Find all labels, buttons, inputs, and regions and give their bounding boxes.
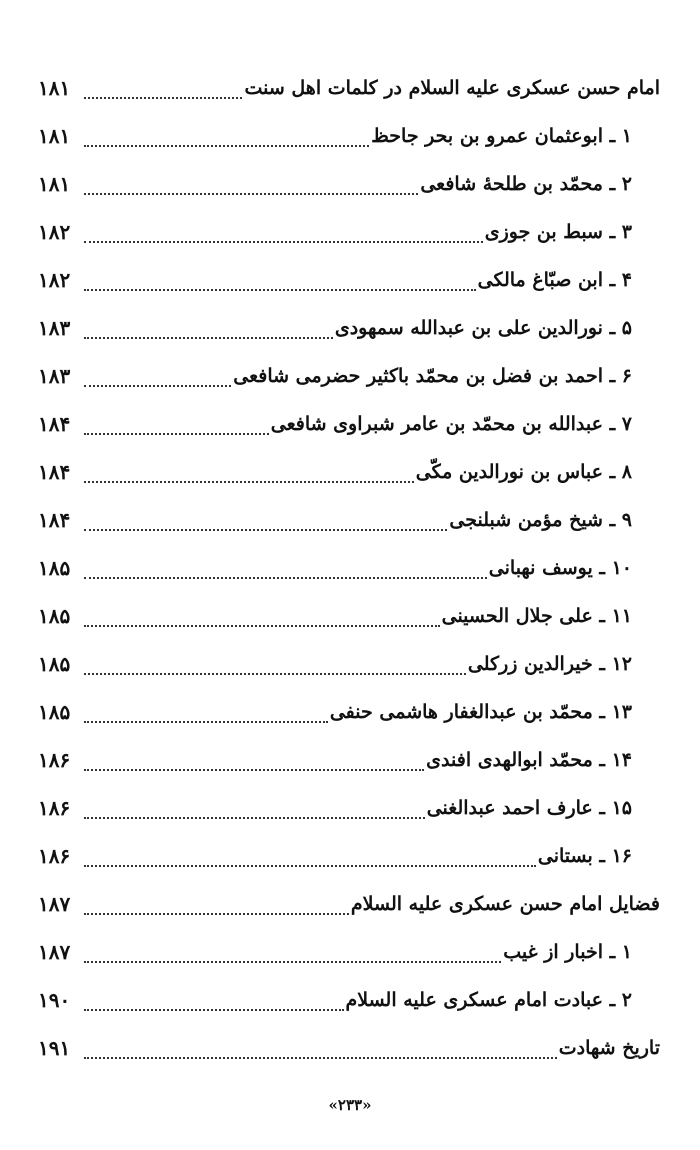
toc-page-number: ۱۸۵ (38, 652, 71, 676)
toc-row (38, 592, 660, 640)
toc-title: ۱ ـ ابوعثمان عمرو بن بحر جاحظ (371, 125, 632, 147)
toc-title: ۹ ـ شیخ مؤمن شبلنجی (449, 509, 632, 531)
dot-leader (84, 289, 476, 291)
toc-title: ۱۰ ـ یوسف نهبانی (488, 557, 632, 579)
toc-page-number: ۱۸۶ (38, 844, 71, 868)
toc-title: ۶ ـ احمد بن فضل بن محمّد باکثیر حضرمی شافعی (233, 365, 632, 387)
toc-row (38, 880, 660, 928)
toc-row (38, 160, 660, 208)
toc-title: تاریخ شهادت (558, 1037, 660, 1059)
toc-page-number: ۱۸۵ (38, 700, 71, 724)
toc-page-number: ۱۸۶ (38, 796, 71, 820)
toc-page-number: ۱۸۵ (38, 604, 71, 628)
toc-page-number: ۱۸۲ (38, 220, 71, 244)
toc-page-number: ۱۸۱ (38, 76, 71, 100)
toc-row (38, 496, 660, 544)
toc-title: ۱۴ ـ محمّد ابوالهدی افندی (426, 749, 632, 771)
dot-leader (84, 481, 414, 483)
dot-leader (84, 1009, 344, 1011)
toc-row (38, 736, 660, 784)
toc-page-number: ۱۸۴ (38, 508, 71, 532)
page-number-footer: «۲۳۳» (328, 1096, 372, 1114)
table-of-contents (38, 64, 660, 1072)
dot-leader (84, 865, 536, 867)
toc-row (38, 256, 660, 304)
dot-leader (84, 625, 440, 627)
dot-leader (84, 97, 242, 99)
toc-page-number: ۱۸۱ (38, 124, 71, 148)
toc-page-number: ۱۸۴ (38, 460, 71, 484)
dot-leader (84, 385, 231, 387)
toc-title: ۷ ـ عبدالله بن محمّد بن عامر شبراوی شافعی (270, 413, 632, 435)
toc-page-number: ۱۸۳ (38, 364, 71, 388)
toc-title: ۱۱ ـ علی جلال الحسینی (441, 605, 632, 627)
toc-page-number: ۱۸۷ (38, 892, 71, 916)
toc-page-number: ۱۸۳ (38, 316, 71, 340)
dot-leader (84, 913, 349, 915)
toc-title: ۴ ـ ابن صبّاغ مالکی (477, 269, 632, 291)
toc-row (38, 640, 660, 688)
toc-row (38, 784, 660, 832)
toc-row (38, 688, 660, 736)
toc-row (38, 448, 660, 496)
dot-leader (84, 193, 418, 195)
dot-leader (84, 721, 328, 723)
toc-row (38, 64, 660, 112)
dot-leader (84, 433, 269, 435)
toc-title: ۲ ـ محمّد بن طلحهٔ شافعی (420, 173, 632, 195)
toc-page-number: ۱۸۶ (38, 748, 71, 772)
toc-title: ۱ ـ اخبار از غیب (503, 941, 632, 963)
toc-page-number: ۱۸۵ (38, 556, 71, 580)
toc-page-number: ۱۹۱ (38, 1036, 71, 1060)
dot-leader (84, 145, 369, 147)
toc-title: ۱۲ ـ خیرالدین زرکلی (467, 653, 632, 675)
toc-title: فضایل امام حسن عسکری علیه السلام (350, 893, 660, 915)
dot-leader (84, 961, 501, 963)
dot-leader (84, 1057, 557, 1059)
toc-title: ۵ ـ نورالدین علی بن عبدالله سمهودی (334, 317, 632, 339)
toc-row (38, 976, 660, 1024)
toc-row (38, 304, 660, 352)
toc-row (38, 400, 660, 448)
toc-title: امام حسن عسکری علیه السلام در کلمات اهل سنت (244, 77, 660, 99)
toc-title: ۱۶ ـ بستانی (537, 845, 632, 867)
toc-title: ۸ ـ عباس بن نورالدین مکّی (415, 461, 632, 483)
dot-leader (84, 817, 425, 819)
toc-row (38, 352, 660, 400)
dot-leader (84, 673, 466, 675)
toc-title: ۱۳ ـ محمّد بن عبدالغفار هاشمی حنفی (329, 701, 632, 723)
toc-page-number: ۱۸۷ (38, 940, 71, 964)
toc-page-number: ۱۸۲ (38, 268, 71, 292)
dot-leader (84, 529, 447, 531)
toc-row (38, 928, 660, 976)
toc-row (38, 832, 660, 880)
dot-leader (84, 337, 333, 339)
toc-row (38, 208, 660, 256)
dot-leader (84, 769, 424, 771)
dot-leader (84, 577, 487, 579)
toc-title: ۲ ـ عبادت امام عسکری علیه السلام (345, 989, 632, 1011)
toc-title: ۳ ـ سبط بن جوزی (484, 221, 632, 243)
toc-page-number: ۱۹۰ (38, 988, 71, 1012)
dot-leader (84, 241, 483, 243)
toc-title: ۱۵ ـ عارف احمد عبدالغنی (426, 797, 632, 819)
toc-row (38, 544, 660, 592)
toc-row (38, 1024, 660, 1072)
toc-page-number: ۱۸۴ (38, 412, 71, 436)
toc-page-number: ۱۸۱ (38, 172, 71, 196)
toc-row (38, 112, 660, 160)
